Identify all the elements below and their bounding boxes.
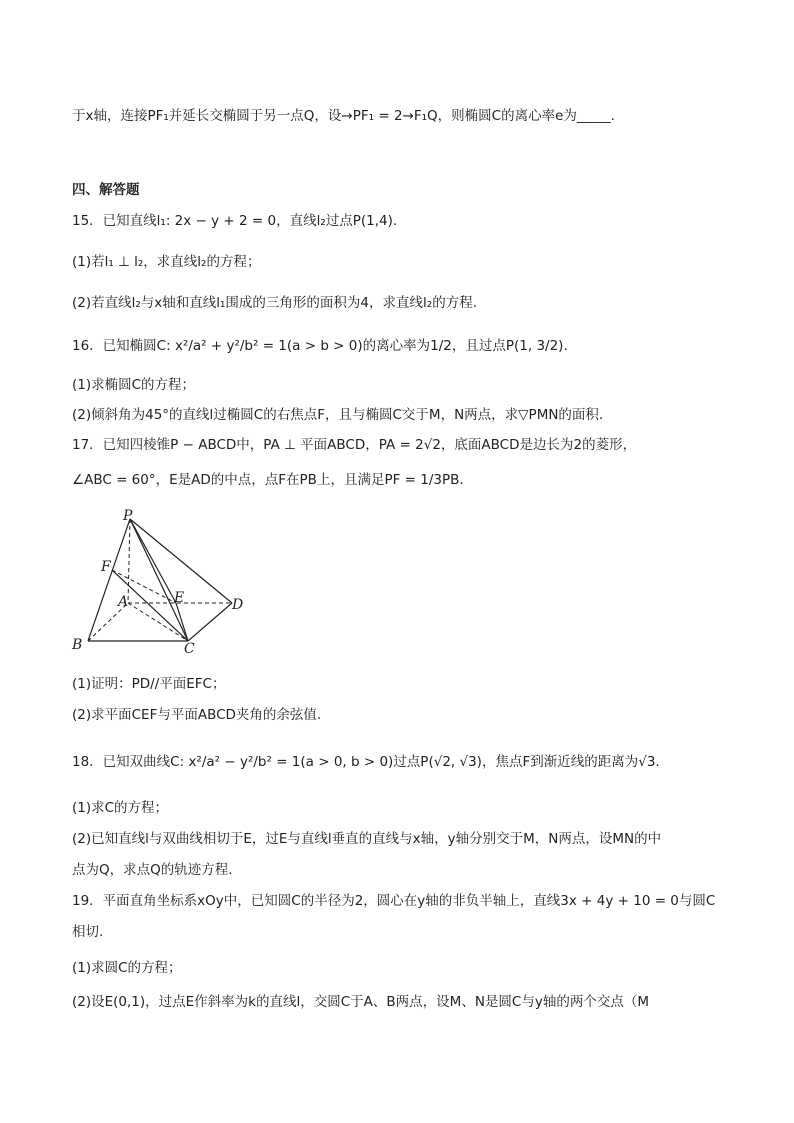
problem-16: 16．已知椭圆C: x²/a² + y²/b² = 1(a > b > 0)的离心率为1/2，且过点P(1, 3/2). [72, 338, 568, 354]
problem-17-part-1: (1)证明：PD//平面EFC； [72, 676, 226, 692]
problem-18: 18．已知双曲线C: x²/a² − y²/b² = 1(a > 0, b > 0)过点P(√2, √3)，焦点F到渐近线的距离为√3. [72, 754, 660, 770]
line-0: 于x轴，连接PF₁并延长交椭圆于另一点Q，设→PF₁ = 2→F₁Q，则椭圆C的离心率e为_____. [72, 108, 615, 124]
label-B: B [72, 637, 83, 653]
section-heading: 四、解答题 [72, 182, 140, 198]
label-A: A [118, 594, 129, 610]
label-F: F [101, 559, 111, 575]
label-E: E [174, 590, 185, 606]
pyramid-figure [68, 505, 268, 659]
problem-17: 17．已知四棱锥P − ABCD中，PA ⊥ 平面ABCD，PA = 2√2，底面ABCD是边长为2的菱形， [72, 437, 637, 453]
label-P: P [123, 508, 133, 524]
problem-16-part-2: (2)倾斜角为45°的直线l过椭圆C的右焦点F，且与椭圆C交于M，N两点，求▽PMN的面积. [72, 407, 604, 423]
problem-15: 15．已知直线l₁: 2x − y + 2 = 0，直线l₂过点P(1,4). [72, 213, 398, 229]
label-C: C [184, 641, 195, 655]
problem-17-cont: ∠ABC = 60°，E是AD的中点，点F在PB上，且满足PF = 1/3PB. [72, 472, 464, 488]
label-D: D [232, 597, 244, 613]
problem-19: 19．平面直角坐标系xOy中，已知圆C的半径为2，圆心在y轴的非负半轴上，直线3x + 4y + 10 = 0与圆C [72, 893, 716, 909]
problem-18-part-2-cont: 点为Q，求点Q的轨迹方程. [72, 862, 233, 878]
problem-16-part-1: (1)求椭圆C的方程； [72, 377, 196, 393]
problem-17-part-2: (2)求平面CEF与平面ABCD夹角的余弦值. [72, 707, 322, 723]
problem-15-part-2: (2)若直线l₂与x轴和直线l₁围成的三角形的面积为4，求直线l₂的方程. [72, 295, 477, 311]
problem-18-part-2: (2)已知直线l与双曲线相切于E，过E与直线l垂直的直线与x轴，y轴分别交于M，N两点，设MN的中 [72, 831, 662, 847]
problem-19-cont: 相切. [72, 924, 104, 940]
problem-19-part-2: (2)设E(0,1)，过点E作斜率为k的直线l，交圆C于A、B两点，设M、N是圆C与y轴的两个交点（M [72, 994, 649, 1010]
problem-18-part-1: (1)求C的方程； [72, 800, 169, 816]
problem-15-part-1: (1)若l₁ ⊥ l₂，求直线l₂的方程； [72, 254, 261, 270]
problem-19-part-1: (1)求圆C的方程； [72, 960, 182, 976]
